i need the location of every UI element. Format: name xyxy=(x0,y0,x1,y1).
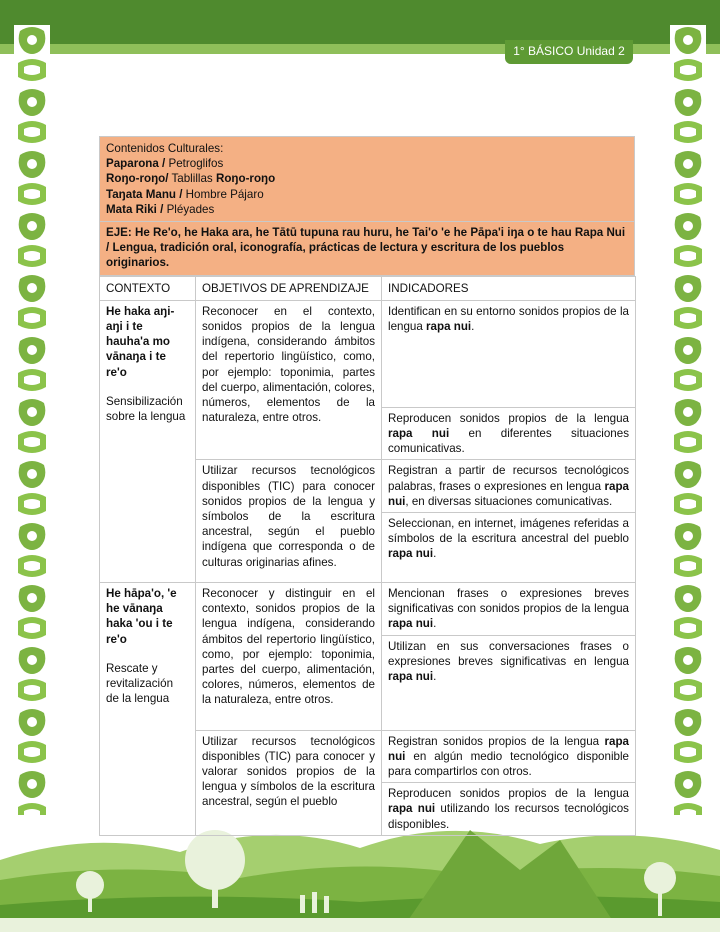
indicator-cell: Seleccionan, en internet, imágenes referidas a símbolos de la escritura ancestral del pueblo rapa nui. xyxy=(382,513,636,583)
objective-cell: Utilizar recursos tecnológicos disponibles (TIC) para conocer sonidos propios de la lengua y símbolos de la escritura ancestral, según el pueblo indígena que corresponda o de culturas originarias afines. xyxy=(196,460,382,583)
cultural-contents-block xyxy=(99,136,635,276)
context-title: He hāpa'o, 'e he vānaŋa haka 'ou i te re'o xyxy=(106,587,177,646)
table-row xyxy=(100,300,636,407)
indicator-cell: Registran sonidos propios de la lengua rapa nui en algún medio tecnológico disponible para compartirlos con otros. xyxy=(382,730,636,783)
cultural-item: Taŋata Manu / Hombre Pájaro xyxy=(106,187,264,201)
objective-cell: Reconocer y distinguir en el contexto, sonidos propios de la lengua indígena, considerando ámbitos del repertorio lingüístico, como, por ejemplo: toponimia, partes del cuerpo, alimentación, colores, números, elementos de la naturaleza, entre otros. xyxy=(196,583,382,731)
indicator-cell: Reproducen sonidos propios de la lengua rapa nui en diferentes situaciones comunicativas. xyxy=(382,407,636,460)
context-title: He haka aŋi-aŋi i te hauha'a mo vānaŋa i te re'o xyxy=(106,304,175,379)
indicator-cell: Reproducen sonidos propios de la lengua rapa nui utilizando los recursos tecnológicos disponibles. xyxy=(382,783,636,836)
column-header: OBJETIVOS DE APRENDIZAJE xyxy=(196,276,382,300)
curriculum-document xyxy=(99,136,635,836)
context-subtitle: Sensibilización sobre la lengua xyxy=(106,394,186,424)
indicator-cell: Identifican en su entorno sonidos propios de la lengua rapa nui. xyxy=(382,300,636,407)
context-cell xyxy=(100,583,196,836)
learning-objectives-table xyxy=(99,276,636,836)
unit-label: 1° BÁSICO Unidad 2 xyxy=(505,40,633,64)
indicator-cell: Registran a partir de recursos tecnológicos palabras, frases o expresiones en lengua rapa nui, en diversas situaciones comunicativas. xyxy=(382,460,636,513)
objective-cell: Reconocer en el contexto, sonidos propios de la lengua indígena, considerando ámbitos del repertorio lingüístico, como, por ejemplo: toponimia, partes del cuerpo, alimentación, colores, números, elementos de la naturaleza, entre otros. xyxy=(196,300,382,460)
column-header: CONTEXTO xyxy=(100,276,196,300)
eje-statement: EJE: He Re'o, he Haka ara, he Tātū tupuna rau huru, he Tai'o 'e he Pāpa'i iŋa o te hau Rapa Nui / Lengua, tradición oral, iconografía, prácticas de lectura y escritura de los pueblos originarios. xyxy=(100,221,634,271)
cultural-item: Paparona / Petroglifos xyxy=(106,157,224,171)
indicator-cell: Utilizan en sus conversaciones frases o expresiones breves significativas en lengua rapa nui. xyxy=(382,635,636,730)
objective-cell: Utilizar recursos tecnológicos disponibles (TIC) para conocer y valorar sonidos propios de la lengua y símbolos de la escritura ancestral, según el pueblo xyxy=(196,730,382,835)
context-cell xyxy=(100,300,196,582)
right-ornament-border xyxy=(670,25,706,815)
table-row xyxy=(100,583,636,636)
column-header: INDICADORES xyxy=(382,276,636,300)
context-subtitle: Rescate y revitalización de la lengua xyxy=(106,661,174,706)
cultural-item: Roŋo-roŋo/ Tablillas Roŋo-roŋo xyxy=(106,172,276,186)
left-ornament-border xyxy=(14,25,50,815)
indicator-cell: Mencionan frases o expresiones breves significativas con sonidos propios de la lengua rapa nui. xyxy=(382,583,636,636)
cultural-item: Mata Riki / Pléyades xyxy=(106,202,215,216)
cultural-heading: Contenidos Culturales: xyxy=(106,142,224,155)
table-header-row xyxy=(100,276,636,300)
